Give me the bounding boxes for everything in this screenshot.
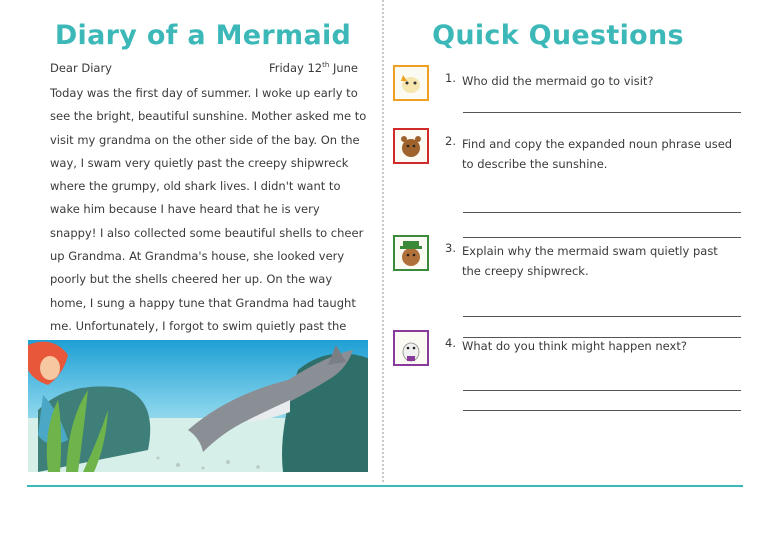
diary-date: [269, 61, 358, 75]
answer-line[interactable]: [463, 316, 741, 317]
diary-column: [50, 20, 368, 362]
diary-story: Today was the first day of summer. I woke up early to see the bright, beautiful sunshine. Mother asked me to visit my grandma on the other side of the bay. On the way, I swam very quietly past the creepy shipwreck where the grumpy, old shark lives. I didn't want to wake him because I have heard that he is very snappy! I also collected some beautiful shells to cheer up Grandma. At Grandma's house, she looked very poorly but the shells cheered her up. On the way home, I sung a happy tune that Grandma had taught me. Unfortunately, I forgot to swim quietly past the: [50, 86, 367, 333]
diary-header-row: [50, 61, 368, 75]
question-number: 2.: [445, 134, 456, 148]
date-day: Friday 12: [268, 61, 323, 75]
date-ordinal: th: [322, 61, 330, 70]
answer-line[interactable]: [463, 410, 741, 411]
answer-line[interactable]: [463, 112, 741, 113]
bottom-rule: [27, 485, 743, 487]
dog-character-icon: [393, 65, 429, 101]
scientist-character-icon: [393, 330, 429, 366]
answer-line[interactable]: [463, 237, 741, 238]
question-text: Explain why the mermaid swam quietly past the creepy shipwreck.: [462, 244, 718, 278]
question-text: Who did the mermaid go to visit?: [462, 74, 654, 88]
diary-title: Diary of a Mermaid: [54, 20, 352, 51]
diary-greeting: Dear Diary: [50, 61, 112, 75]
mermaid-shark-illustration: [28, 340, 368, 472]
bear-character-icon: [393, 128, 429, 164]
date-month: June: [332, 61, 358, 75]
answer-line[interactable]: [463, 212, 741, 213]
answer-line[interactable]: [463, 390, 741, 391]
question-text: What do you think might happen next?: [462, 339, 687, 353]
dog-with-hat-icon: [393, 235, 429, 271]
column-divider: [382, 0, 384, 482]
question-number: 3.: [445, 241, 456, 255]
question-number: 1.: [445, 71, 456, 85]
questions-column: [390, 20, 750, 353]
questions-title: Quick Questions: [432, 20, 684, 51]
question-number: 4.: [445, 336, 456, 350]
question-text: Find and copy the expanded noun phrase used to describe the sunshine.: [462, 137, 733, 171]
